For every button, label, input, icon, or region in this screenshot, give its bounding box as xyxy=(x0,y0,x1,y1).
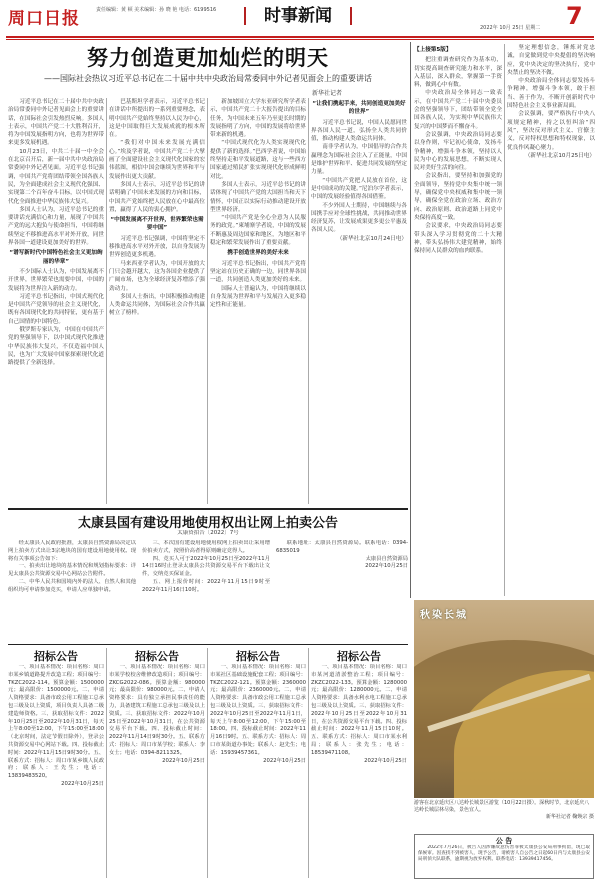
tender-date: 2022年10月25日 xyxy=(61,780,104,787)
paragraph: 10月23日，中共二十届一中全会在北京召开后，新一届中共中央政治局常委同中外记者见面。习近平总书记强调，中国共产党将团结带领全国各族人民，为全面建成社会主义现代化强国、实现第二个百年奋斗目标，以中国式现代化全面推进中华民族伟大复兴。 xyxy=(8,148,104,205)
tender-body xyxy=(8,664,104,869)
paragraph: “中国式现代化为人类实现现代化提供了新的选择。”巴西学者说，中国始终坚持走和平发展道路，这与一些西方国家通过殖民扩张实现现代化形成鲜明对比。 xyxy=(210,140,306,180)
tender-date: 2022年10月25日 xyxy=(364,757,407,764)
paragraph: “我们对中国未来发展充满信心。”埃及学者说，中国共产党二十大擘画了全面建设社会主义现代化国家的宏伟蓝图，相信中国会继续为世界和平与发展作出更大贡献。 xyxy=(109,140,205,180)
newspaper-logo: 周口日报 xyxy=(8,9,80,29)
paragraph: 多国人士认为，习近平总书记的重要讲话充满信心和力量，展现了中国共产党的远大抱负与使命担当，中国将继续坚定不移推进高水平对外开放，同世界各国一道建设更加美好的世界。 xyxy=(8,206,104,247)
paragraph: “中国共产党是全心全意为人民服务的政党。”柬埔寨学者说，中国的发展不断惠及周边国家和地区，为地区和平稳定和繁荣发展作出了重要贡献。 xyxy=(210,215,306,247)
column-divider xyxy=(504,44,505,596)
continuation-label: 【上接第5版】 xyxy=(414,47,452,53)
public-notice-title: 公 告 xyxy=(495,836,513,845)
publication-date: 2022年 10月 25日 星期二 xyxy=(480,25,541,31)
article-subheading: 携手创造世界的美好未来 xyxy=(227,250,289,257)
main-headline: 努力创造更加灿烂的明天 xyxy=(87,45,329,70)
article-column-3 xyxy=(210,98,306,504)
header-rule xyxy=(6,36,594,38)
main-byline: 新华社记者 xyxy=(312,90,343,97)
paragraph: 俄罗斯专家认为，中国在中国共产党的坚强领导下，以中国式现代化推进中华民族伟大复兴，不仅造福中国人民，也为广大发展中国家探索现代化道路提供了全新选择。 xyxy=(8,327,104,367)
paragraph: 五、网上报价时间：2022年11月15日9时至2022年11月16日10时。 xyxy=(142,578,270,593)
tender-date: 2022年10月25日 xyxy=(263,757,306,764)
paragraph: 国际人士普遍认为，中国将继续以自身发展为世界和平与发展注入更多稳定性和正能量。 xyxy=(210,285,306,309)
tender-body xyxy=(109,664,205,869)
header-rule-thin xyxy=(6,39,594,40)
article-subheading: “中国发展离不开世界，世界繁荣也需要中国” xyxy=(110,217,204,232)
paragraph: 一、项目基本情况：项目名称：周口市某乡镇道路提升改造工程；项目编号：TKZC2022-114。预算金额：1500000元；最高限价：1500000元。二、申请人资格要求：具备市政公用工程施工总承包三级及以上资质，项目负责人具备二级建造师资格。三、获取招标文件：2022年10月25日至2022年10月31日，每天上午8:00至12:00，下午15:00至18:00（北京时间，法定节假日除外），登录公共资源交易中心网站下载。四、投标截止时间：2022年11月15日9时30分。五、联系方式：招标人：周口市某乡镇人民政府；联系人：王先生；电话：13839483520。 xyxy=(8,664,104,780)
column-divider xyxy=(106,648,107,878)
paragraph: 2022年7月26日，被告人因涉嫌故意伤害罪被太康县公安局刑事拘留，现已取保候审。因查找不到被害人，现予公告，请被害人自公告之日起60日内与太康县公安局刑侦大队联系，逾期视为放弃权利。联系电话：13939417456。 xyxy=(418,845,590,862)
paragraph: 马来西亚学者认为，中国开放的大门只会越开越大，这为各国企业提供了广阔市场，也为全球经济复苏增添了强劲动力。 xyxy=(109,260,205,292)
paragraph: 一、项目基本情况：项目名称：周口市某河道清淤整治工程；项目编号：ZKZC2022-133。预算金额：1280000元；最高限价：1280000元。二、申请人资格要求：具备水利水电工程施工总承包三级及以上资质。三、获取招标文件：2022年10月25日至2022年10月31日，在公共资源交易平台下载。四、投标截止时间：2022年11月15日10时。五、联系方式：招标人：周口市某水利局；联系人：张先生；电话：18539471108。 xyxy=(311,664,407,756)
tender-rule xyxy=(8,644,408,645)
paragraph: 习近平总书记在二十届中共中央政治局常委同中外记者见面会上的重要讲话，在国际社会引发热烈反响。多国人士表示，中国共产党二十大胜利召开，将为中国发展指明方向，也将为世界带来更多发展机遇。 xyxy=(8,99,104,147)
land-auction-title: 太康县国有建设用地使用权出让网上拍卖公告 xyxy=(77,516,338,531)
article-column-1 xyxy=(8,98,104,504)
land-auction-col-1 xyxy=(8,540,136,640)
paragraph: 多国人士指出，中国积极推动构建人类命运共同体，为国际社会合作共赢树立了榜样。 xyxy=(109,293,205,317)
tender-date: 2022年10月25日 xyxy=(162,757,205,764)
dateline: （新华社北京10月24日电） xyxy=(336,235,407,242)
paragraph: 新加坡国立大学东亚研究所学者表示，中国共产党二十大报告提出的目标任务，为中国未来五年乃至更长时期的发展指明了方向，中国的发展将给世界带来新的机遇。 xyxy=(210,99,306,139)
paragraph: 不少外国人士期待，中国继续与各国携手应对全球性挑战，共同推动世界经济复苏，让发展成果更多更公平惠及各国人民。 xyxy=(311,202,407,234)
photo-caption xyxy=(414,800,594,821)
paragraph: 习近平总书记说，中国人民愿同世界各国人民一道，弘扬全人类共同价值，推动构建人类命运共同体。 xyxy=(311,119,407,143)
land-auction-number: 太康资拍告〔2022〕7号 xyxy=(177,530,239,536)
paragraph: 不少国际人士认为，中国发展离不开世界，世界繁荣也需要中国，中国的发展将为世界注入新的动力。 xyxy=(8,268,104,292)
paragraph: 把注重调查研究作为基本功，切实提高调查研究能力和水平，深入基层，深入群众，掌握第一手资料，做到心中有数。 xyxy=(414,57,502,89)
paragraph: 习近平总书记指出，中国式现代化是中国共产党领导的社会主义现代化，既有各国现代化的共同特征，更有基于自己国情的中国特色。 xyxy=(8,293,104,325)
paragraph: 中央政治局全体同志一致表示，在中国共产党二十届中央委员会的坚强领导下，团结带领全党全国各族人民，为实现中华民族伟大复兴的中国梦而不懈奋斗。 xyxy=(414,90,502,130)
paragraph: 习近平总书记强调，中国将坚定不移推进高水平对外开放，以自身发展为世界创造更多机遇。 xyxy=(109,235,205,259)
page-number: 7 xyxy=(566,2,583,30)
masthead xyxy=(0,0,600,40)
tender-title: 招标公告 xyxy=(34,650,78,663)
photo-banner: 秋染长城 xyxy=(420,610,468,621)
paragraph: 三、本次国有建设用地使用权网上拍卖出让采用增价拍卖方式，按照价高者得原则确定竞得人。 xyxy=(142,540,270,554)
dateline: （新华社北京10月25日电） xyxy=(524,152,595,159)
column-divider xyxy=(207,98,208,504)
paragraph: 会议指出，要坚持和加强党的全面领导，坚持党中央集中统一领导，确保党中央权威和集中统一领导，确保全党在政治立场、政治方向、政治原则、政治道路上同党中央保持高度一致。 xyxy=(414,173,502,221)
caption-text: 游客在北京延庆区八达岭长城景区游览（10月22日摄）。深秋时节，北京延庆八达岭长城层林尽染，景色宜人。 xyxy=(414,800,590,813)
paragraph: 经太康县人民政府批准，太康县自然资源局决定以网上拍卖方式出让3宗地块的国有建设用地使用权。现将有关事项公告如下： xyxy=(8,540,136,562)
land-auction-col-3 xyxy=(276,540,408,640)
tender-body xyxy=(210,664,306,869)
editor-credits: 责任编辑：黄 顿 美术编辑：孙 晓 艳 电话：6199516 xyxy=(96,7,217,13)
land-auction-col-2 xyxy=(142,540,270,640)
paragraph: 会议强调，中央政治局同志要以身作则，牢记初心使命，发扬斗争精神，增强斗争本领，坚持以人民为中心的发展思想，不断实现人民对美好生活的向往。 xyxy=(414,131,502,172)
side-column-1 xyxy=(414,44,502,596)
notice-rule xyxy=(8,508,408,510)
paragraph: 南非学者认为，中国倡导的合作共赢理念为国际社会注入了正能量，中国是维护世界和平、促进共同发展的坚定力量。 xyxy=(311,144,407,176)
paragraph: 坚定理想信念，锤炼对党忠诚，自觉做到党中央提倡的坚决响应，党中央决定的坚决执行，党中央禁止的坚决不做。 xyxy=(507,45,595,76)
public-notice-box xyxy=(414,834,594,879)
tender-body xyxy=(311,664,407,869)
column-divider xyxy=(308,98,309,504)
side-column-2 xyxy=(507,44,595,596)
article-subheading: “让我们携起手来，共同创造更加美好的世界” xyxy=(312,101,406,116)
paragraph: 联系地址：太康县自然资源局。联系电话：0394-6835019 xyxy=(276,540,408,554)
tender-title: 招标公告 xyxy=(337,650,381,663)
tender-title: 招标公告 xyxy=(236,650,280,663)
great-wall-photo xyxy=(414,600,594,798)
paragraph: 多国人士表示，习近平总书记的讲话体现了中国共产党的大国担当和天下情怀，中国正以实际行动推动建设开放型世界经济。 xyxy=(210,181,306,213)
paragraph: “中国共产党把人民放在首位，这是中国成功的关键。”尼泊尔学者表示，中国的发展经验值得各国借鉴。 xyxy=(311,177,407,201)
paragraph: 会议要求，中央政治局同志要带头深入学习贯彻党的二十大精神，带头弘扬伟大建党精神，始终保持同人民群众的血肉联系。 xyxy=(414,223,502,255)
paragraph: 二、中华人民共和国境内外的法人、自然人和其他组织均可申请参加竞买，申请人应单独申请。 xyxy=(8,578,136,593)
paragraph: 巴基斯坦学者表示，习近平总书记在讲话中所提出的一系列重要理念，表明中国共产党始终坚持以人民为中心，这是中国取得巨大发展成就的根本所在。 xyxy=(109,99,205,139)
paragraph: 一、项目基本情况：项目名称：周口市某学校校舍维修改造项目；项目编号：ZKCG2022-086。预算金额：980000元；最高限价：980000元。二、申请人资格要求：具有独立承担民事责任的能力，具备建筑工程施工总承包三级及以上资质。三、获取招标文件：2022年10月25日至2022年10月31日，在公共资源交易平台下载。四、投标截止时间：2022年11月14日9时30分。五、联系方式：招标人：周口市某学校；联系人：李女士；电话：0394-8211325。 xyxy=(109,664,205,756)
paragraph: 会议强调，要严格执行中央八项规定精神，持之以恒纠治“四风”，坚决反对形式主义、官僚主义，反对特权思想和特权现象，以优良作风凝心聚力。 xyxy=(507,111,595,151)
photo-credit: 新华社记者 鞠焕宗 摄 xyxy=(545,814,594,820)
paragraph: 一、项目基本情况：项目名称：周口市某社区基础设施配套工程；项目编号：TKZC2022-121。预算金额：2360000元；最高限价：2360000元。二、申请人资格要求：具备市政公用工程施工总承包三级及以上资质。三、获取招标文件：2022年10月25日至2022年11月1日，每天上午8:00至12:00，下午15:00至18:00。四、投标截止时间：2022年11月16日9时。五、联系方式：招标人：周口市某街道办事处；联系人：赵先生；电话：15939457361。 xyxy=(210,664,306,756)
paragraph: 四、竞买人可于2022年10月25日至2022年11月14日16时止登录太康县公共资源交易平台下载出让文件，交纳竞买保证金。 xyxy=(142,555,270,578)
notice-date: 2022年10月25日 xyxy=(365,563,408,570)
section-title: 时事新闻 xyxy=(244,1,352,31)
section-divider xyxy=(410,42,411,598)
column-divider xyxy=(207,648,208,878)
paragraph: 习近平总书记指出，中国共产党将坚定站在历史正确的一边，同世界各国一道，共同创造人类更加美好的未来。 xyxy=(210,260,306,284)
notice-signature: 太康县自然资源局 xyxy=(365,555,408,562)
article-column-4 xyxy=(311,98,407,504)
tender-title: 招标公告 xyxy=(135,650,179,663)
paragraph: 一、拍卖出让地块的基本情况和规划指标要求：详见太康县公共资源交易中心网站公告附件。 xyxy=(8,563,136,578)
paragraph: 中央政治局全体同志要发扬斗争精神，增强斗争本领，敢于担当、善于作为，不断开创新时代中国特色社会主义事业新局面。 xyxy=(507,78,595,110)
main-subhead: ——国际社会热议习近平总书记在二十届中共中央政治局常委同中外记者见面会上的重要讲话 xyxy=(44,74,372,83)
column-divider xyxy=(308,648,309,878)
article-column-2 xyxy=(109,98,205,504)
paragraph: 多国人士表示，习近平总书记的讲话明确了中国未来发展的方向和目标，中国共产党始终把人民放在心中最高位置，赢得了人民的衷心拥护。 xyxy=(109,181,205,213)
article-subheading: “谱写新时代中国特色社会主义更加绚丽的华章” xyxy=(9,250,103,265)
column-divider xyxy=(106,98,107,504)
public-notice-body xyxy=(418,845,590,878)
